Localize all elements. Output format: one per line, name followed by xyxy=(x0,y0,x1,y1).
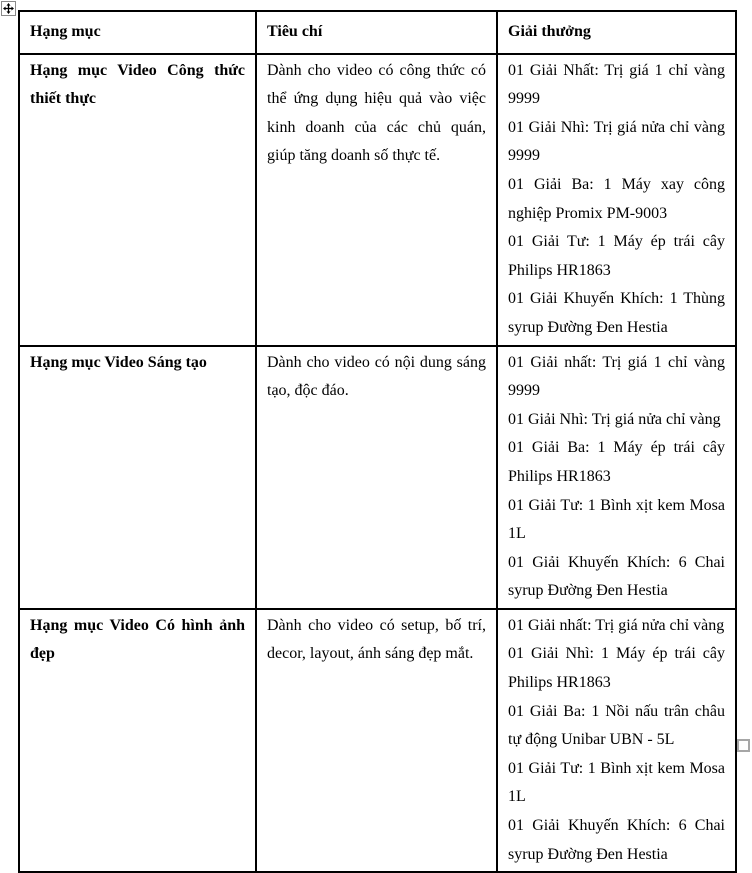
prizes-cell[interactable] xyxy=(497,346,736,609)
prize-table xyxy=(18,10,737,873)
category-text: Hạng mục Video Sáng tạo xyxy=(30,353,207,371)
prizes-cell[interactable] xyxy=(497,54,736,346)
header-row xyxy=(19,11,736,54)
prize-line: 01 Giải Khuyến Khích: 6 Chai syrup Đường Đen Hestia xyxy=(508,817,725,863)
prize-line: 01 Giải Nhì: Trị giá nửa chỉ vàng 9999 xyxy=(508,118,725,165)
category-text: Hạng mục Video Công thức thiết thực xyxy=(30,61,245,108)
criteria-text: Dành cho video có nội dung sáng tạo, độc đáo. xyxy=(267,353,486,400)
header-hang-muc[interactable]: Hạng mục xyxy=(19,11,256,54)
prize-line: 01 Giải Nhất: Trị giá 1 chỉ vàng 9999 xyxy=(508,61,725,108)
prize-line: 01 Giải Ba: 1 Máy ép trái cây Philips HR1863 xyxy=(508,439,725,485)
category-cell[interactable] xyxy=(19,609,256,872)
criteria-text: Dành cho video có công thức có thể ứng dụng hiệu quả vào việc kinh doanh của các chủ quán, giúp tăng doanh số thực tế. xyxy=(267,61,486,165)
prize-line: 01 Giải Ba: 1 Máy xay công nghiệp Promix PM-9003 xyxy=(508,175,725,222)
category-text: Hạng mục Video Có hình ảnh đẹp xyxy=(30,616,245,663)
category-cell[interactable] xyxy=(19,54,256,346)
table-row xyxy=(19,54,736,346)
prize-line: 01 Giải Khuyến Khích: 6 Chai syrup Đường Đen Hestia xyxy=(508,553,725,600)
header-tieu-chi[interactable]: Tiêu chí xyxy=(256,11,497,54)
prize-line: 01 Giải Nhì: 1 Máy ép trái cây Philips HR1863 xyxy=(508,645,725,692)
criteria-text: Dành cho video có setup, bố trí, decor, layout, ánh sáng đẹp mắt. xyxy=(267,616,486,663)
prize-line: 01 Giải Tư: 1 Bình xịt kem Mosa 1L xyxy=(508,496,725,543)
table-resize-handle[interactable] xyxy=(737,739,750,752)
prize-line: 01 Giải Khuyến Khích: 1 Thùng syrup Đường Đen Hestia xyxy=(508,290,725,336)
criteria-cell[interactable] xyxy=(256,346,497,609)
prize-line: 01 Giải Tư: 1 Máy ép trái cây Philips HR1863 xyxy=(508,233,725,279)
prize-line: 01 Giải nhất: Trị giá 1 chỉ vàng 9999 xyxy=(508,353,725,400)
table-row xyxy=(19,346,736,609)
table-row xyxy=(19,609,736,872)
prize-line: 01 Giải Tư: 1 Bình xịt kem Mosa 1L xyxy=(508,759,725,806)
prizes-cell[interactable] xyxy=(497,609,736,872)
criteria-cell[interactable] xyxy=(256,54,497,346)
table-move-handle[interactable] xyxy=(1,1,16,16)
criteria-cell[interactable] xyxy=(256,609,497,872)
prize-line: 01 Giải Ba: 1 Nồi nấu trân châu tự động Unibar UBN - 5L xyxy=(508,702,725,749)
category-cell[interactable] xyxy=(19,346,256,609)
prize-line: 01 Giải nhất: Trị giá nửa chỉ vàng xyxy=(508,616,725,634)
move-arrows-icon xyxy=(3,3,14,14)
prize-line: 01 Giải Nhì: Trị giá nửa chỉ vàng xyxy=(508,410,721,428)
header-giai-thuong[interactable]: Giải thưởng xyxy=(497,11,736,54)
